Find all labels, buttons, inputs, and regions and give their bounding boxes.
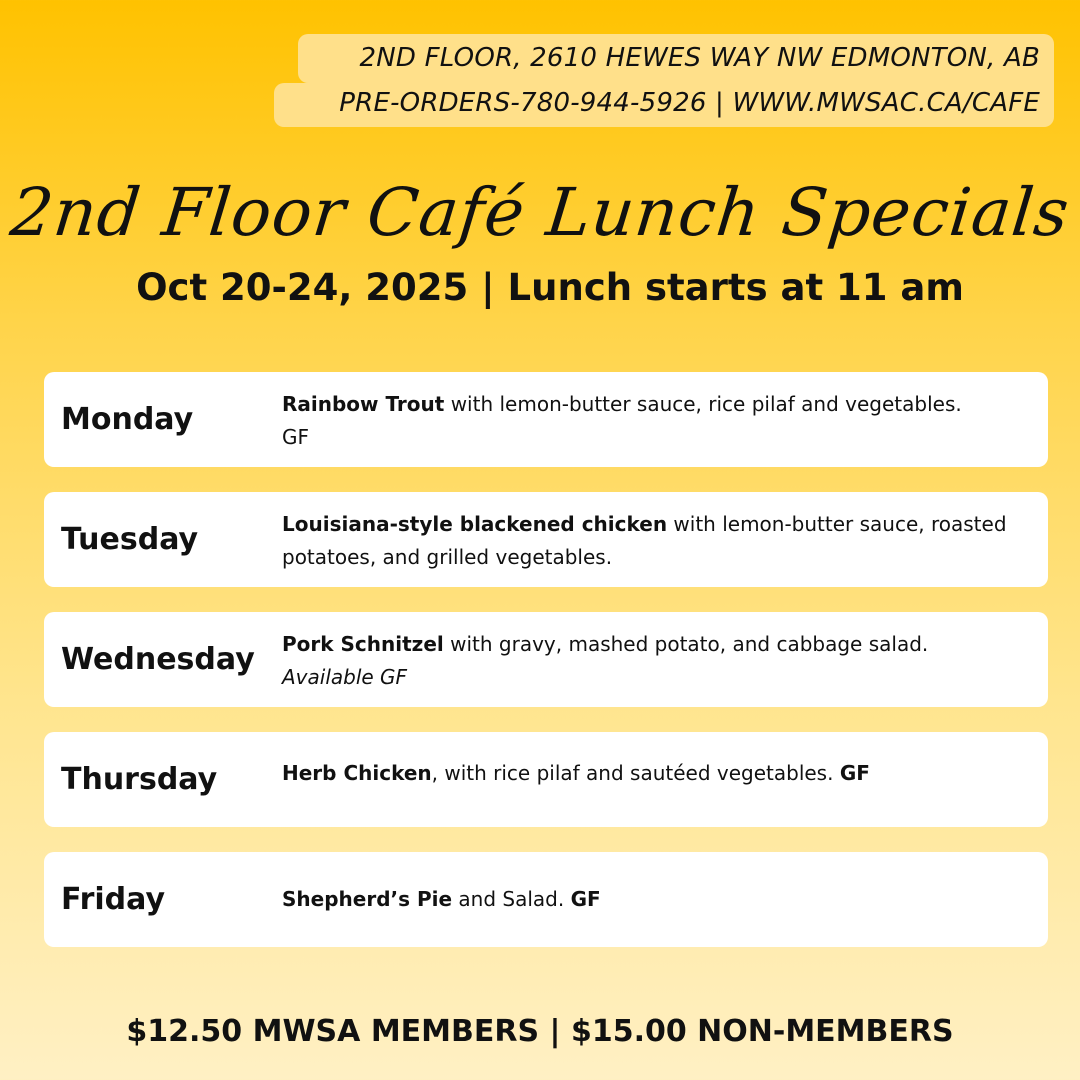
day-label: Friday xyxy=(61,882,166,917)
address-box xyxy=(274,34,1054,127)
day-label: Thursday xyxy=(61,762,218,797)
day-label: Monday xyxy=(61,402,194,437)
page-title: 2nd Floor Café Lunch Specials xyxy=(6,174,1074,251)
dish-details: with gravy, mashed potato, and cabbage salad. xyxy=(443,632,929,656)
dish-details: with lemon-butter sauce, rice pilaf and vegetables. xyxy=(444,392,962,416)
dish-name: Shepherd’s Pie xyxy=(282,887,453,911)
dish-description xyxy=(282,508,1022,574)
date-subtitle: Oct 20-24, 2025 | Lunch starts at 11 am xyxy=(136,266,964,309)
dish-details: , with rice pilaf and sautéed vegetables. xyxy=(431,761,840,785)
dish-description xyxy=(282,883,1022,916)
dish-name: Pork Schnitzel xyxy=(282,632,444,656)
menu-row-monday xyxy=(44,372,1048,467)
dish-name: Louisiana-style blackened chicken xyxy=(282,512,668,536)
dish-description xyxy=(282,388,1022,454)
dish-details: with lemon-butter sauce, roasted potatoes, and grilled vegetables. xyxy=(282,512,1007,569)
dish-name: Herb Chicken xyxy=(282,761,432,785)
day-label: Tuesday xyxy=(61,522,199,557)
dish-details: and Salad. xyxy=(452,887,571,911)
address-line: 2ND FLOOR, 2610 HEWES WAY NW EDMONTON, AB xyxy=(298,34,1054,83)
menu-row-wednesday xyxy=(44,612,1048,707)
dish-note: GF xyxy=(282,425,310,449)
menu-row-thursday xyxy=(44,732,1048,827)
dish-description xyxy=(282,757,1022,790)
menu-row-tuesday xyxy=(44,492,1048,587)
dish-note: GF xyxy=(839,761,870,785)
menu-row-friday xyxy=(44,852,1048,947)
day-label: Wednesday xyxy=(61,642,255,677)
dish-note: GF xyxy=(570,887,601,911)
contact-line: PRE-ORDERS-780-944-5926 | WWW.MWSAC.CA/CAFE xyxy=(274,83,1054,127)
dish-name: Rainbow Trout xyxy=(282,392,445,416)
dish-description xyxy=(282,628,1022,694)
dish-note: Available GF xyxy=(282,665,408,689)
pricing-line: $12.50 MWSA MEMBERS | $15.00 NON-MEMBERS xyxy=(126,1014,954,1049)
